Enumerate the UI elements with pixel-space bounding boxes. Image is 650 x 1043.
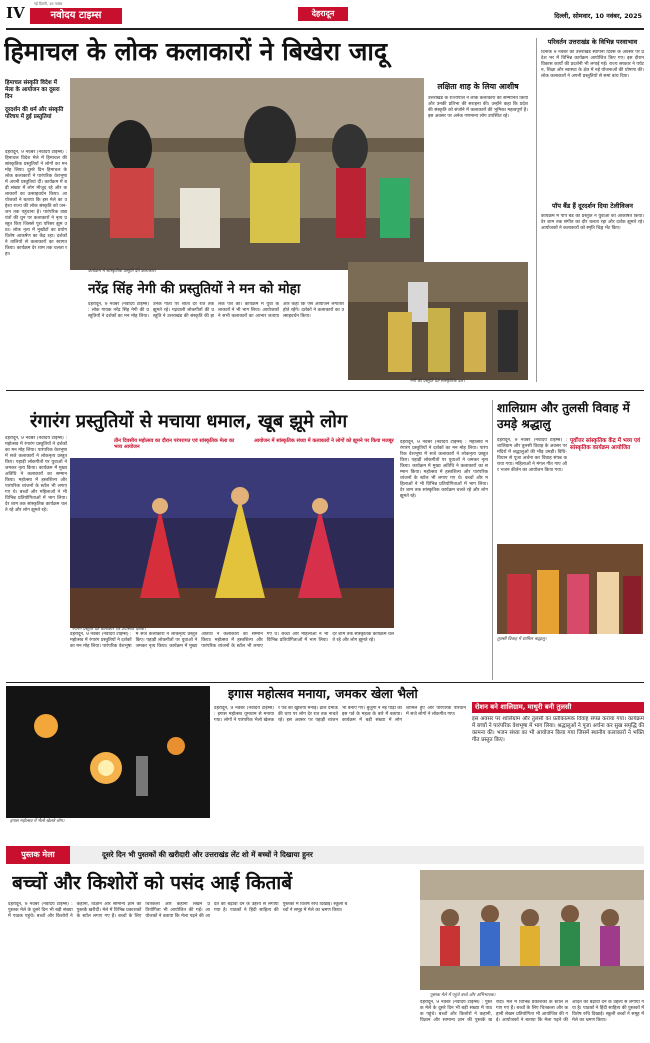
story1-bullet-1: हिमाचल संस्कृति विदेश में मेला के आयोजन का दूसरा दिन <box>5 80 60 100</box>
story3-body: देहरादून, 9 नवंबर (नवोदय टाइम्स) : महोत्सव में रंगारंग प्रस्तुतियों ने दर्शकों का मन मोह लिया। पारंपरिक वेशभूषा में सजे कलाकारों ने लोकनृत्य प्रस्तुत किए। पहाड़ी लोकगीतों पर युवाओं ने जमकर नृत्य किया। कार्यक्रम में मुख्य अतिथि ने कलाकारों का सम्मान किया। महोत्सव में हस्तशिल्प और पारंपरिक व्यंजनों के स्टॉल भी लगाए गए थे। बच्चों और महिलाओं ने भी विभिन्न प्रतियोगिताओं में भाग लिया। देर शाम तक सांस्कृतिक कार्यक्रम चलते रहे और लोग झूमते रहे। <box>5 436 67 513</box>
story1-bullet-2: दूरदर्शन की धर्म और संस्कृति परिचय में हुई प्रस्तुतियां <box>5 107 64 120</box>
story7-label: पुस्तक मेला <box>6 846 70 864</box>
story1-photo <box>70 78 424 270</box>
story3-body-bottom: देहरादून, 9 नवंबर (नवोदय टाइम्स) : महोत्सव में रंगारंग प्रस्तुतियों ने दर्शकों का मन मोह लिया। पारंपरिक वेशभूषा में सजे कलाकारों ने लोकनृत्य प्रस्तुत किए। पहाड़ी लोकगीतों पर युवाओं ने जमकर नृत्य किया। कार्यक्रम में मुख्य अतिथि ने कलाकारों का सम्मान किया। महोत्सव में हस्तशिल्प और पारंपरिक व्यंजनों के स्टॉल भी लगाए गए थे। बच्चों और महिलाओं ने भी विभिन्न प्रतियोगिताओं में भाग लिया। देर शाम तक सांस्कृतिक कार्यक्रम चलते रहे और लोग झूमते रहे। <box>70 632 394 649</box>
story4-body: देहरादून, 9 नवंबर (नवोदय टाइम्स) : शालिग्राम और तुलसी विवाह के अवसर पर मंदिरों में श्रद्धालुओं की भीड़ उमड़ी। विधि-विधान से पूजा अर्चना कर विवाह संपन्न कराया गया। महिलाओं ने मंगल गीत गाए और भजन कीर्तन का आयोजन किया गया। <box>497 438 567 473</box>
story1-body: देहरादून, 9 नवंबर (नवोदय टाइम्स) : हिमाचल विदेश मेले में हिमाचल की सांस्कृतिक प्रस्तुतियों ने लोगों का मन मोह लिया। दूसरे दिन हिमाचल के लोक कलाकारों ने पारंपरिक वेशभूषा में अपनी प्रस्तुतियां दीं। कार्यक्रम में बड़ी संख्या में लोग मौजूद रहे और कलाकारों का उत्साहवर्धन किया। आयोजकों ने बताया कि इस मेले का उद्देश्य राज्य की लोक संस्कृति को जन-जन तक पहुंचाना है। पारंपरिक वाद्य यंत्रों की धुन पर कलाकारों ने नृत्य प्रस्तुत किए जिससे पूरा परिसर झूम उठा। लोक नृत्य में मुखौटों का प्रयोग विशेष आकर्षण का केंद्र रहा। दर्शकों ने तालियों से कलाकारों का स्वागत किया। कार्यक्रम देर शाम तक चलता रहा। <box>5 150 67 257</box>
story6 <box>472 702 644 830</box>
story7-kicker: दूसरे दिन भी पुस्तकों की खरीदारी और उत्तराखंड लेंट शो में बच्चों ने दिखाया हुनर <box>102 850 313 859</box>
story1-bullets <box>5 80 67 121</box>
story5-body: देहरादून, 9 नवंबर (नवोदय टाइम्स) : इगास महोत्सव धूमधाम से मनाया गया। लोगों ने पारंपरिक भैलो खेलकर पर्व की खुशियां मनाईं। ढोल दमाऊ की थाप पर लोग देर रात तक नाचते रहे। इस अवसर पर पहाड़ी व्यंजन भी बनाए गए। बुजुर्गों ने नई पीढ़ी को इस पर्व के महत्व के बारे में बताया। कार्यक्रम में बड़ी संख्या में लोग शामिल हुए और पारंपरिक परिधान में सजे लोगों ने लोकगीत गाए। <box>214 706 466 723</box>
dateline: दिल्ली, सोमवार, 10 नवंबर, 2025 <box>554 12 642 20</box>
story2-photo-caption: नेगी की प्रस्तुति देते सांस्कृतिक दल। <box>410 379 465 384</box>
divider-1 <box>6 390 644 391</box>
sidebar1-headline: लक्षिता शाह के लिया आशीष <box>437 82 519 91</box>
book-fair-photo <box>420 870 644 990</box>
story5-photo <box>6 686 210 818</box>
header-rule <box>6 28 644 30</box>
story4-headline: शालिग्राम और तुलसी विवाह में उमड़े श्रद्धालु <box>497 401 630 431</box>
story4-photo-caption: तुलसी विवाह में शामिल श्रद्धालु। <box>497 637 547 642</box>
story6-body: इस अवसर पर शालिग्राम और तुलसी का प्रतीकात्मक विवाह संपन्न कराया गया। कार्यक्रम में बच्चों ने पारंपरिक वेशभूषा में भाग लिया। श्रद्धालुओं ने पूजा अर्चना कर सुख समृद्धि की कामना की। भजन संध्या का भी आयोजन किया गया जिसमें स्थानीय कलाकारों ने भक्ति गीत प्रस्तुत किए। <box>472 716 644 743</box>
sidebar1 <box>428 82 528 258</box>
singers-photo <box>348 262 528 380</box>
story7-body: देहरादून, 9 नवंबर (नवोदय टाइम्स) : पुस्तक मेले के दूसरे दिन भी बड़ी संख्या में पाठक पहुंचे। बच्चों और किशोरों ने कहानी, विज्ञान और सामान्य ज्ञान की पुस्तकें खरीदीं। मेले में विभिन्न प्रकाशकों के स्टॉल लगाए गए हैं। बच्चों के लिए चित्रकला और कहानी लेखन प्रतियोगिता भी आयोजित की गई। आयोजकों ने बताया कि मेला पढ़ने की आदत को बढ़ावा देने के उद्देश्य से लगाया गया है। पाठकों ने हिंदी साहित्य की पुस्तकों में विशेष रुचि दिखाई। स्कूली बच्चों ने समूह में मेले का भ्रमण किया। <box>8 902 348 919</box>
divider-2 <box>6 682 644 683</box>
story4 <box>492 400 644 680</box>
section-tab: देहरादून <box>298 7 348 21</box>
story7-body-right: देहरादून, 9 नवंबर (नवोदय टाइम्स) : पुस्तक मेले के दूसरे दिन भी बड़ी संख्या में पाठक पहुंचे। बच्चों और किशोरों ने कहानी, विज्ञान और सामान्य ज्ञान की पुस्तकें खरीदीं। मेले में विभिन्न प्रकाशकों के स्टॉल लगाए गए हैं। बच्चों के लिए चित्रकला और कहानी लेखन प्रतियोगिता भी आयोजित की गई। आयोजकों ने बताया कि मेला पढ़ने की आदत को बढ़ावा देने के उद्देश्य से लगाया गया है। पाठकों ने हिंदी साहित्य की पुस्तकों में विशेष रुचि दिखाई। स्कूली बच्चों ने समूह में मेले का भ्रमण किया। <box>420 1000 644 1023</box>
tulsi-wedding-photo <box>497 544 643 634</box>
story1-headline: हिमाचल के लोक कलाकारों ने बिखेरा जादू <box>4 37 388 66</box>
paper-name: नवोदय टाइम्स <box>30 8 122 24</box>
story3-photo-caption: रंगारंग प्रस्तुति देते कलाकार एवं उपस्थित दर्शक। <box>72 627 146 632</box>
right-kicker: परिवर्तन उत्तराखंड के विभिन्न परवाभाव <box>547 38 638 46</box>
story7-photo-caption: पुस्तक मेले में पहुंचे बच्चे और अभिभावक। <box>430 993 496 998</box>
story4-bullet-1: पूर्वोत्तर सांस्कृतिक केंद्र में भव्य एवं सांस्कृतिक कार्यक्रम आयोजित <box>570 438 641 451</box>
story3-headline: रंगारंग प्रस्तुतियों से मचाया धमाल, खूब झूमे लोग <box>30 411 348 432</box>
bhailo-fire-photo <box>6 686 210 818</box>
story3-body-continued: देहरादून, 9 नवंबर (नवोदय टाइम्स) : महोत्सव में रंगारंग प्रस्तुतियों ने दर्शकों का मन मोह लिया। पारंपरिक वेशभूषा में सजे कलाकारों ने लोकनृत्य प्रस्तुत किए। पहाड़ी लोकगीतों पर युवाओं ने जमकर नृत्य किया। कार्यक्रम में मुख्य अतिथि ने कलाकारों का सम्मान किया। महोत्सव में हस्तशिल्प और पारंपरिक व्यंजनों के स्टॉल भी लगाए गए थे। बच्चों और महिलाओं ने भी विभिन्न प्रतियोगिताओं में भाग लिया। देर शाम तक सांस्कृतिक कार्यक्रम चलते रहे और लोग झूमते रहे। <box>400 440 488 499</box>
folk-dance-photo <box>70 78 424 270</box>
story6-headline: रोशन बने शालिग्राम, माथुरी बनी तुलसी <box>472 702 644 713</box>
story5-headline: इगास महोत्सव मनाया, जमकर खेला भैलो <box>228 686 418 701</box>
story3-bullets <box>114 438 394 458</box>
story3-photo <box>70 458 394 628</box>
story7-photo <box>420 870 644 990</box>
stage-dance-photo <box>70 458 394 628</box>
sidebar1-body: उत्तराखंड के राज्यपाल ने लोक कलाकारों को सम्मानित किया और उनकी प्रतिभा की सराहना की। उन्होंने कहा कि प्रदेश की संस्कृति को संजोने में कलाकारों की भूमिका महत्वपूर्ण है। इस अवसर पर अनेक गणमान्य लोग उपस्थित रहे। <box>428 96 528 119</box>
right-body2: कार्यक्रम में पॉप बैंड की प्रस्तुति ने युवाओं को आकर्षित किया। देर शाम तक संगीत का दौर चलता रहा और दर्शक झूमते रहे। आयोजकों ने कलाकारों को स्मृति चिह्न भेंट किए। <box>541 214 644 231</box>
story4-photo <box>497 544 643 634</box>
right-body: दिनांक 9 नवंबर को उत्तराखंड स्थापना दिवस के अवसर पर प्रदेश भर में विभिन्न कार्यक्रम आयोजित किए गए। इस दौरान विकास कार्यों की प्रदर्शनी भी लगाई गई। राज्य सरकार ने पर्यटन, शिक्षा और स्वास्थ्य के क्षेत्र में नई योजनाओं की घोषणा की। लोक कलाकारों ने अपनी प्रस्तुतियों से समां बांध दिया। <box>541 50 644 79</box>
right-subhead: पॉप बैंड हैं दूरदर्शन दिया टेलीविजन <box>552 202 633 210</box>
small-note: नई दिल्ली, 19 नवंबर <box>34 2 63 6</box>
story7-headline: बच्चों और किशोरों को पसंद आई किताबें <box>12 872 293 894</box>
story3-bullet-1: तीन दिवसीय महोत्सव का दौरान परंपरागत एवं सांस्कृतिक मेला का भव्य आयोजन <box>114 438 235 450</box>
story5-photo-caption: इगास महोत्सव में भैलो खेलते लोग। <box>10 819 65 824</box>
story2-headline: नरेंद्र सिंह नेगी की प्रस्तुतियों ने मन को मोहा <box>88 281 301 297</box>
story7-label-bar <box>6 846 644 864</box>
right-column <box>536 38 644 382</box>
page-number: IV <box>6 4 25 22</box>
story1-photo-caption: कार्यक्रम में सांस्कृतिक प्रस्तुति देते कलाकार। <box>88 269 157 274</box>
story2-photo <box>348 262 528 380</box>
story3-bullet-2: आयोजन में सांस्कृतिक संध्या में कलाकारों ने लोगों को झूमने पर किया मजबूर <box>254 438 394 444</box>
masthead <box>0 0 650 34</box>
story2-body: देहरादून, 9 नवंबर (नवोदय टाइम्स) : लोक गायक नरेंद्र सिंह नेगी की प्रस्तुतियों ने दर्शकों का मन मोह लिया। उनके गीतों पर श्रोता देर रात तक झूमते रहे। गढ़वाली लोकगीतों की प्रस्तुति ने उत्तराखंड की संस्कृति की झलक पेश की। कार्यक्रम में युवा कलाकारों ने भी भाग लिया। आयोजकों ने सभी कलाकारों का आभार जताया और कहा कि ऐसे आयोजन लगातार होते रहेंगे। दर्शकों ने कलाकारों का उत्साहवर्धन किया। <box>88 302 344 319</box>
